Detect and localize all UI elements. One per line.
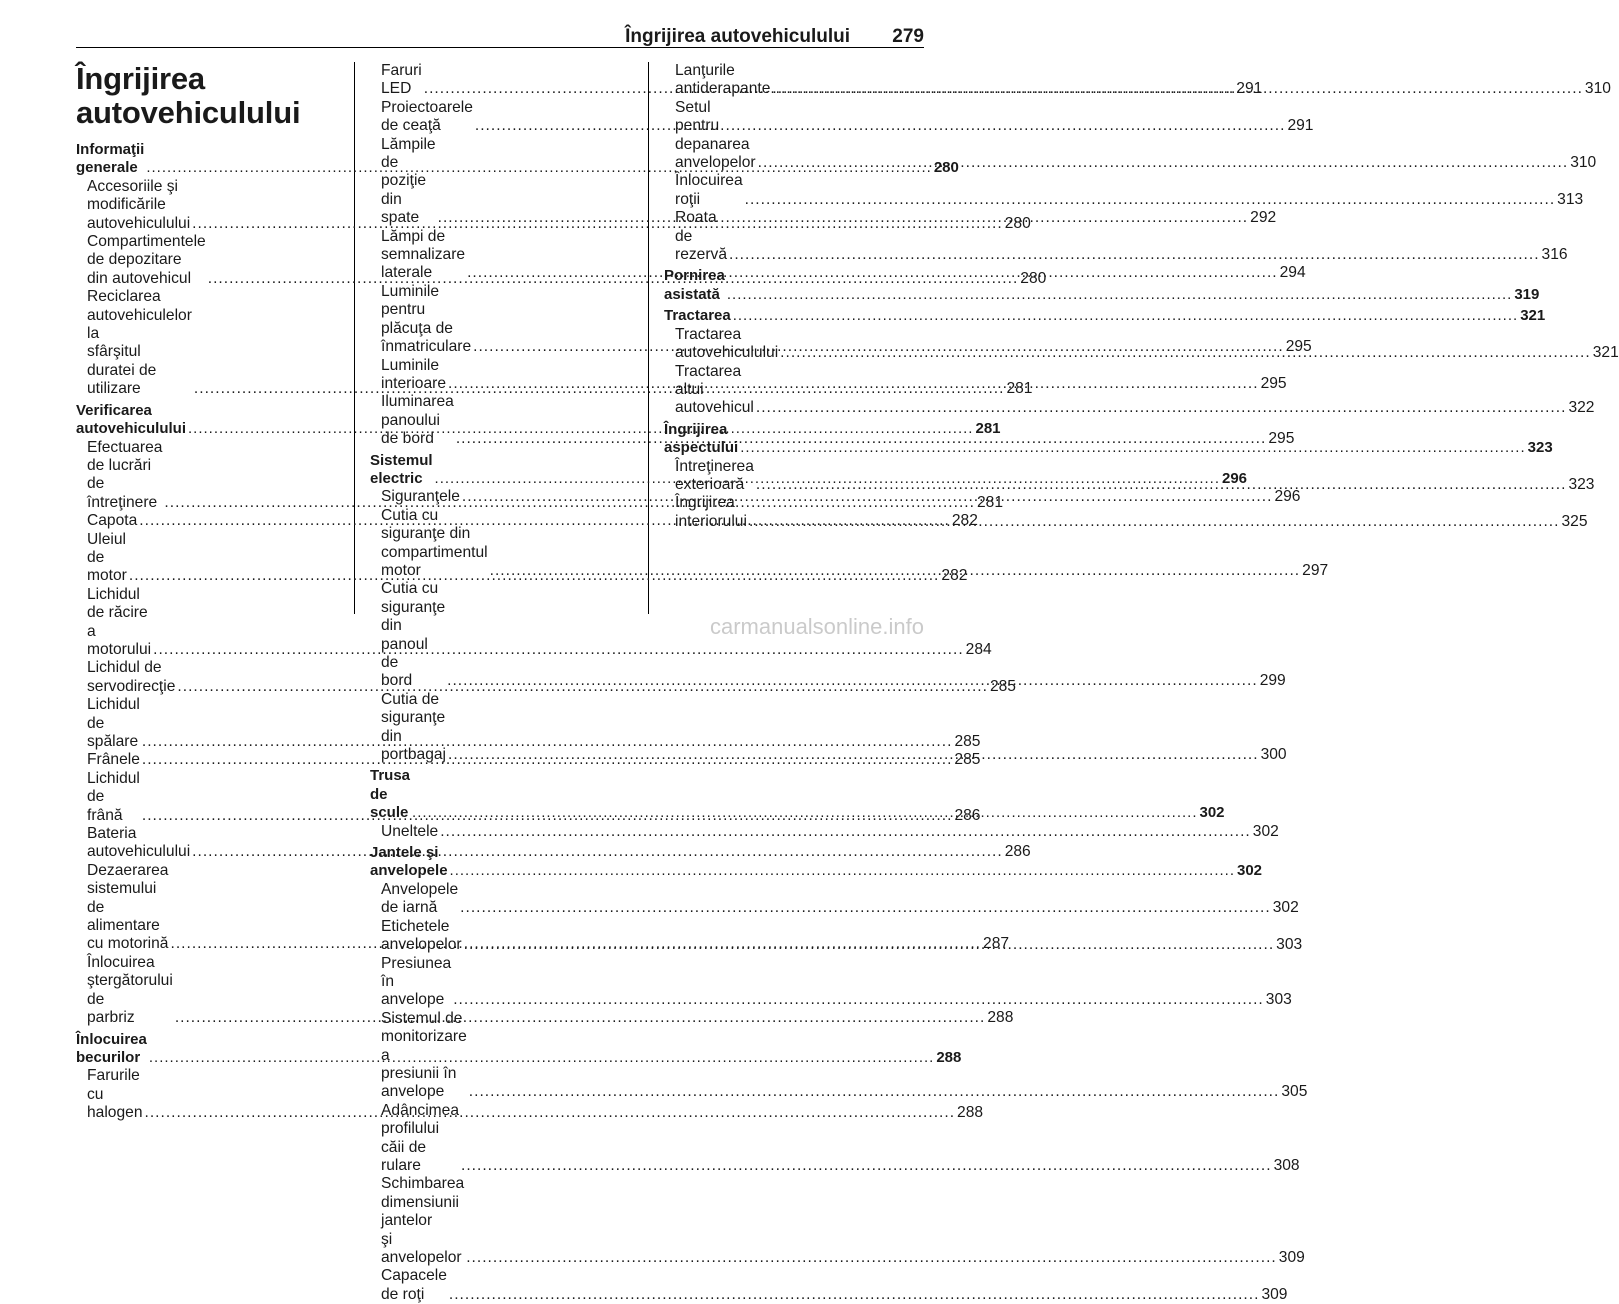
toc-entry-label: Sistemul electric	[370, 451, 433, 487]
toc-entry-label: Trusa de scule	[370, 767, 411, 822]
toc-entry-page: 295	[1268, 430, 1295, 448]
toc-entry-label: Cutia de siguranţe din portbagaj	[381, 690, 447, 764]
toc-entry-page: 292	[1250, 209, 1277, 227]
watermark: carmanualsonline.info	[709, 614, 924, 639]
toc-entry[interactable]	[370, 822, 1279, 841]
dot-leader	[749, 513, 1560, 531]
toc-entry-label: Dezaerarea sistemului de alimentare cu motorină	[87, 861, 169, 953]
toc-entry-label: Lichidul de spălare	[87, 696, 140, 750]
toc-entry-page: 288	[987, 1009, 1014, 1027]
toc-entry-page: 287	[983, 935, 1010, 953]
toc-entry-page: 300	[1260, 746, 1287, 764]
toc-section-entry[interactable]	[664, 307, 1546, 325]
toc-entry-page: 284	[965, 640, 992, 658]
toc-entry-page: 296	[1274, 488, 1301, 506]
dot-leader	[448, 746, 1259, 764]
toc-entry-page: 303	[1265, 991, 1292, 1009]
toc-entry-label: Presiunea în anvelope	[381, 954, 452, 1009]
toc-entry-label: Lichidul de frână	[87, 769, 140, 824]
toc-entry-label: Îngrijirea aspectului	[664, 420, 739, 457]
toc-entry-page: 323	[1568, 475, 1595, 493]
toc-entry-label: Adâncimea profilului căii de rulare	[381, 1101, 460, 1174]
toc-entry-page: 310	[1570, 154, 1597, 172]
toc-entry-page: 321	[1592, 344, 1619, 362]
toc-entry-label: Accesoriile şi modificările autovehiculului	[87, 177, 191, 232]
dot-leader	[453, 991, 1264, 1009]
toc-entry-label: Schimbarea dimensiunii jantelor şi anvelopelor	[381, 1175, 465, 1266]
toc-entry-page: 313	[1557, 190, 1584, 208]
dot-leader	[727, 286, 1512, 304]
toc-entry-label: Farurile cu halogen	[87, 1067, 143, 1122]
toc-entry-page: 302	[1252, 822, 1279, 840]
toc-entry-page: 280	[1004, 214, 1031, 232]
dot-leader	[756, 399, 1567, 417]
dot-leader	[464, 936, 1275, 954]
toc-entry-page: 323	[1527, 439, 1553, 457]
toc-entry[interactable]	[76, 659, 1016, 696]
toc-entry-page: 303	[1276, 936, 1303, 954]
toc-entry-page: 310	[1584, 80, 1611, 98]
dot-leader	[449, 1286, 1260, 1304]
toc-entry-label: Îngrijirea interiorului	[675, 494, 747, 530]
toc-entry-page: 285	[954, 751, 981, 769]
toc-entry-page: 316	[1541, 246, 1568, 264]
toc-entry-page: 295	[1285, 338, 1312, 356]
toc-entry-label: Tractarea altui autovehicul	[675, 362, 754, 417]
toc-entry-label: Roata de rezervă	[675, 209, 727, 264]
dot-leader	[745, 191, 1556, 209]
dot-leader	[450, 862, 1235, 880]
toc-entry-page: 308	[1273, 1156, 1300, 1174]
toc-entry-page: 288	[936, 1048, 962, 1066]
toc-entry-page: 296	[1222, 469, 1248, 487]
toc-entry-label: Tractarea	[664, 307, 731, 325]
toc-entry-label: Bateria autovehiculului	[87, 825, 191, 861]
toc-entry-page: 302	[1237, 862, 1263, 880]
toc-entry-page: 280	[1020, 269, 1047, 287]
toc-entry-label: Cutia cu siguranţe din compartimentul motor	[381, 506, 488, 579]
toc-entry-label: Efectuarea de lucrări de întreţinere	[87, 438, 163, 511]
toc-entry-label: Lămpi de semnalizare laterale	[381, 227, 466, 282]
dot-leader	[490, 562, 1301, 580]
toc-entry-label: Reciclarea autovehiculelor la sfârşitul duratei de utilizare	[87, 288, 192, 398]
toc-entry-page: 325	[1561, 512, 1588, 530]
toc-entry-label: Lanţurile antiderapante	[675, 62, 771, 98]
toc-entry[interactable]	[370, 954, 1292, 1010]
toc-entry-page: 285	[989, 677, 1016, 695]
dot-leader	[729, 246, 1540, 264]
toc-entry-page: 282	[951, 512, 978, 530]
toc-entry-page: 302	[1199, 804, 1225, 822]
page-header	[76, 26, 924, 48]
toc-entry-label: Compartimentele de depozitare din autovehicul	[87, 233, 206, 287]
toc-entry-page: 309	[1278, 1249, 1305, 1266]
dot-leader	[461, 1157, 1272, 1175]
toc-entry-label: Lichidul de servodirecţie	[87, 659, 176, 695]
toc-entry[interactable]	[370, 1267, 1288, 1304]
toc-entry-page: 291	[1236, 80, 1263, 98]
toc-entry-page: 280	[933, 159, 959, 177]
toc-entry-page: 288	[957, 1104, 984, 1122]
toc-entry-label: Luminile interioare	[381, 356, 447, 392]
toc-entry-page: 295	[1260, 374, 1287, 392]
toc-entry-label: Jantele şi anvelopele	[370, 844, 448, 880]
toc-entry-label: Informaţii generale	[76, 141, 145, 177]
toc-entry[interactable]	[76, 1067, 984, 1122]
running-title: Îngrijirea autovehiculului	[625, 26, 850, 47]
toc-entry-label: Înlocuirea ştergătorului de parbriz	[87, 953, 173, 1027]
toc-entry-label: Înlocuirea roţii	[675, 172, 743, 208]
toc-entry-label: Lichidul de răcire a motorului	[87, 585, 152, 658]
toc-entry-label: Setul pentru depanarea anvelopelor	[675, 98, 756, 172]
toc-entry-label: Faruri LED	[381, 62, 422, 98]
dot-leader	[469, 1083, 1280, 1101]
toc-entry-page: 294	[1279, 264, 1306, 282]
toc-entry-page: 281	[975, 420, 1001, 438]
toc-entry-page: 281	[1006, 380, 1033, 398]
toc-entry-label: Luminile pentru plăcuţa de înmatriculare	[381, 282, 472, 356]
dot-leader	[758, 154, 1569, 172]
toc-entry-label: Proiectoarele de ceaţă	[381, 98, 473, 135]
toc-entry-page: 299	[1259, 672, 1286, 690]
toc-entry-label: Înlocuirea becurilor	[76, 1030, 147, 1066]
toc-entry[interactable]	[664, 172, 1584, 209]
toc-entry-page: 291	[1287, 117, 1314, 135]
dot-leader	[460, 899, 1271, 917]
toc-entry-label: Etichetele anvelopelor	[381, 917, 462, 954]
dot-leader	[733, 307, 1518, 325]
toc-entry-page: 321	[1520, 307, 1546, 325]
dot-leader	[772, 80, 1583, 98]
toc-entry-label: Frânele	[87, 751, 140, 769]
dot-leader	[756, 476, 1567, 494]
dot-leader	[447, 672, 1258, 690]
toc-entry-label: Capacele de roţi	[381, 1267, 447, 1303]
toc-entry-page: 286	[1004, 843, 1031, 861]
toc-entry-label: Întreţinerea exterioară	[675, 457, 754, 493]
toc-entry-label: Iluminarea panoului de bord	[381, 393, 454, 448]
toc-entry[interactable]	[370, 880, 1299, 918]
toc-entry[interactable]	[76, 751, 981, 769]
toc-section-entry[interactable]	[76, 1030, 962, 1068]
header-divider	[76, 47, 924, 48]
toc-entry-label: Sistemul de monitorizare a presiunii în anvelope	[381, 1009, 467, 1101]
toc-entry-page: 286	[954, 806, 981, 824]
toc-entry-label: Cutia cu siguranţe din panoul de bord	[381, 580, 446, 690]
dot-leader	[740, 439, 1525, 457]
toc-entry-page: 282	[941, 567, 968, 585]
column-divider	[354, 62, 355, 614]
toc-entry-page: 322	[1568, 399, 1595, 417]
toc-entry-label: Siguranţele	[381, 488, 460, 506]
page-number: 279	[892, 26, 924, 47]
toc-section-entry[interactable]	[76, 141, 959, 178]
toc-entry-label: Capota	[87, 512, 138, 530]
dot-leader	[440, 823, 1251, 841]
dot-leader	[412, 804, 1197, 822]
toc-entry[interactable]	[370, 1175, 1305, 1267]
toc-entry-label: Pornirea asistată	[664, 267, 725, 303]
toc-entry-page: 305	[1281, 1083, 1308, 1101]
dot-leader	[780, 344, 1591, 362]
toc-entry-page: 302	[1272, 899, 1299, 917]
toc-entry-page: 319	[1514, 285, 1540, 303]
toc-entry-label: Verificarea autovehiculului	[76, 401, 187, 438]
toc-entry-label: Lămpile de poziţie din spate	[381, 135, 436, 227]
toc-entry-label: Tractarea autovehiculului	[675, 325, 779, 362]
toc-entry-page: 285	[954, 733, 981, 750]
toc-entry-label: Anvelopele de iarnă	[381, 880, 459, 917]
toc-entry-page: 309	[1261, 1285, 1288, 1303]
toc-entry-page: 281	[976, 493, 1003, 511]
toc-entry-page: 297	[1302, 561, 1329, 579]
dot-leader	[466, 1249, 1277, 1267]
chapter-title: Îngrijirea autovehiculului	[76, 61, 301, 130]
toc-entry-label: Uleiul de motor	[87, 530, 127, 585]
toc-entry-label: Uneltele	[381, 822, 439, 840]
